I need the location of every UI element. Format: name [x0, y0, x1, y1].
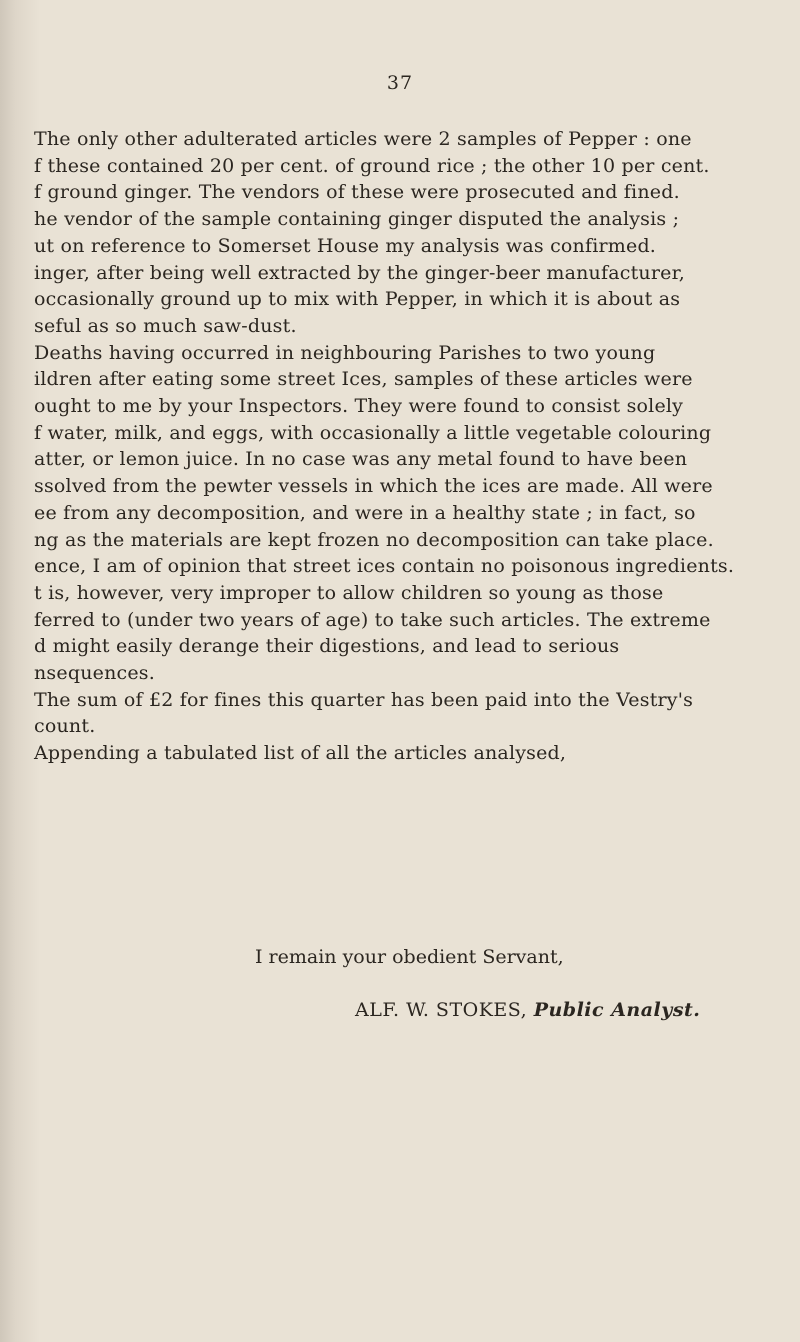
text-line: ee from any decomposition, and were in a healthy state ; in fact, so — [34, 501, 696, 524]
text-line: ssolved from the pewter vessels in which the ices are made. All were — [34, 475, 713, 498]
signature-name: ALF. W. STOKES, — [355, 999, 528, 1021]
text-line: Deaths having occurred in neighbouring Parishes to two young — [34, 341, 656, 364]
text-line: inger, after being well extracted by the ginger-beer manufacturer, — [34, 261, 686, 284]
text-line: count. — [34, 715, 96, 738]
signature-title: Public Analyst. — [533, 999, 701, 1021]
text-line: The sum of £2 for fines this quarter has been paid into the Vestry's — [34, 688, 694, 711]
text-line: ence, I am of opinion that street ices contain no poisonous ingredients. — [34, 555, 735, 578]
text-line: f these contained 20 per cent. of ground rice ; the other 10 per cent. — [34, 154, 710, 177]
text-line: ng as the materials are kept frozen no decomposition can take place. — [34, 528, 714, 551]
text-line: f ground ginger. The vendors of these were prosecuted and fined. — [34, 181, 680, 204]
text-line: ut on reference to Somerset House my analysis was confirmed. — [34, 234, 657, 257]
text-line: Appending a tabulated list of all the articles analysed, — [34, 742, 567, 765]
text-line: atter, or lemon juice. In no case was any metal found to have been — [34, 448, 688, 471]
text-line: seful as so much saw-dust. — [34, 314, 297, 337]
text-line: t is, however, very improper to allow children so young as those — [34, 581, 664, 604]
text-line: ferred to (under two years of age) to take such articles. The extreme — [34, 608, 711, 631]
text-line: d might easily derange their digestions, and lead to serious — [34, 635, 620, 658]
text-line: occasionally ground up to mix with Pepper, in which it is about as — [34, 288, 681, 311]
text-line: nsequences. — [34, 662, 155, 685]
text-line: ildren after eating some street Ices, samples of these articles were — [34, 368, 693, 391]
text-line: The only other adulterated articles were 2 samples of Pepper : one — [34, 128, 692, 150]
closing-salutation: I remain your obedient Servant, — [255, 946, 564, 968]
text-line: f water, milk, and eggs, with occasionally a little vegetable colouring — [34, 421, 712, 444]
page-number: 37 — [386, 72, 414, 94]
text-line: he vendor of the sample containing ginger disputed the analysis ; — [34, 208, 680, 231]
body-text — [34, 126, 769, 767]
text-line: ought to me by your Inspectors. They were found to consist solely — [34, 395, 684, 418]
signature — [355, 999, 700, 1021]
